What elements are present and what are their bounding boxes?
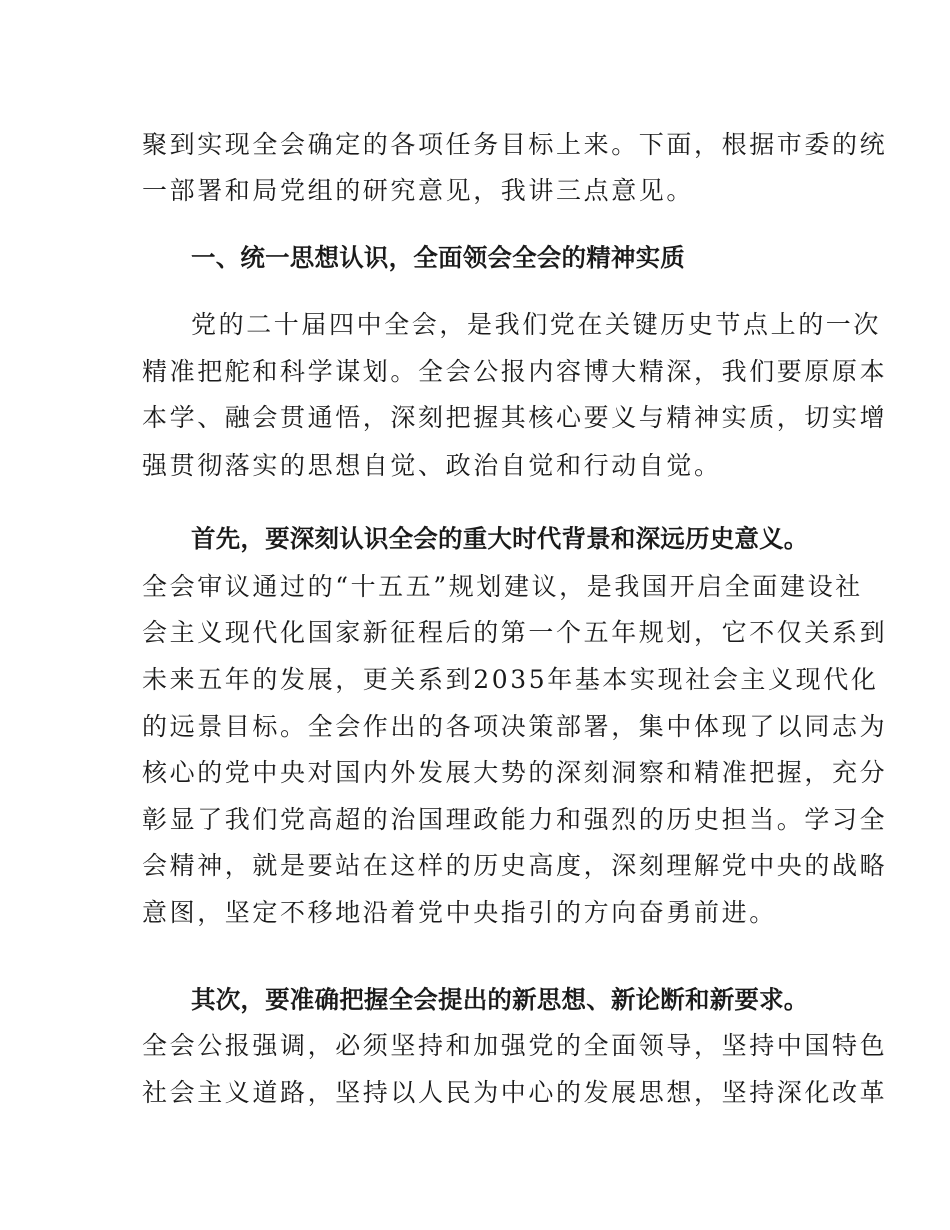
- paragraph-line: 核心的党中央对国内外发展大势的深刻洞察和精准把握，充分: [142, 758, 888, 787]
- paragraph-line: 精准把舵和科学谋划。全会公报内容博大精深，我们要原原本: [142, 357, 888, 386]
- paragraph-line: 全会公报强调，必须坚持和加强党的全面领导，坚持中国特色: [142, 1031, 888, 1060]
- paragraph-line: 全会审议通过的“十五五”规划建议，是我国开启全面建设社: [142, 572, 863, 601]
- point-lead-first: 首先，要深刻认识全会的重大时代背景和深远历史意义。: [191, 524, 809, 553]
- section-heading: 一、统一思想认识，全面领会全会的精神实质: [191, 243, 685, 272]
- paragraph-line: 会主义现代化国家新征程后的第一个五年规划，它不仅关系到: [142, 618, 888, 647]
- paragraph-line: 一部署和局党组的研究意见，我讲三点意见。: [142, 176, 695, 205]
- point-lead-second: 其次，要准确把握全会提出的新思想、新论断和新要求。: [191, 985, 809, 1014]
- paragraph-line: 会精神，就是要站在这样的历史高度，深刻理解党中央的战略: [142, 851, 888, 880]
- paragraph-line: 本学、融会贯通悟，深刻把握其核心要义与精神实质，切实增: [142, 403, 888, 432]
- paragraph-line: 强贯彻落实的思想自觉、政治自觉和行动自觉。: [142, 451, 722, 480]
- paragraph-line: 未来五年的发展，更关系到2035年基本实现社会主义现代化: [142, 665, 879, 694]
- paragraph-line: 党的二十届四中全会，是我们党在关键历史节点上的一次: [191, 310, 882, 339]
- paragraph-line: 彰显了我们党高超的治国理政能力和强烈的历史担当。学习全: [142, 805, 888, 834]
- paragraph-line: 意图，坚定不移地沿着党中央指引的方向奋勇前进。: [142, 898, 777, 927]
- paragraph-line: 社会主义道路，坚持以人民为中心的发展思想，坚持深化改革: [142, 1078, 888, 1107]
- paragraph-line: 的远景目标。全会作出的各项决策部署，集中体现了以同志为: [142, 712, 888, 741]
- paragraph-line: 聚到实现全会确定的各项任务目标上来。下面，根据市委的统: [142, 130, 888, 159]
